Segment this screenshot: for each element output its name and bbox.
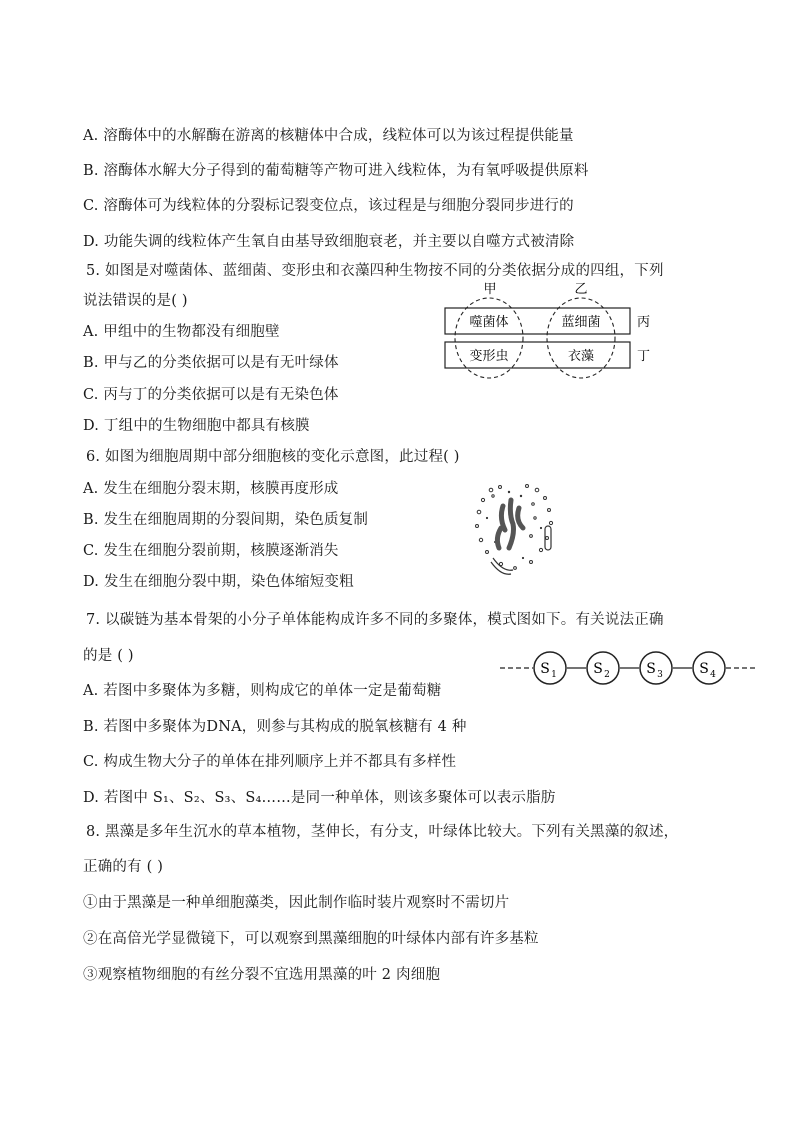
- monomer-s3-label: S: [646, 661, 656, 677]
- cell-phage: 噬菌体: [469, 315, 509, 330]
- monomer-s2: [587, 652, 619, 684]
- q6-stem: 6. 如图为细胞周期中部分细胞核的变化示意图，此过程( ): [86, 449, 460, 465]
- q7-option-c: C. 构成生物大分子的单体在排列顺序上并不都具有多样性: [83, 754, 457, 770]
- monomer-s2-label: S: [593, 661, 603, 677]
- q5-classification-diagram: [440, 278, 670, 393]
- q7-option-b: B. 若图中多聚体为DNA，则参与其构成的脱氧核糖有 4 种: [83, 719, 467, 735]
- q5-option-b: B. 甲与乙的分类依据可以是有无叶绿体: [83, 355, 339, 371]
- q8-statement-1: ①由于黑藻是一种单细胞藻类，因此制作临时装片观察时不需切片: [83, 895, 510, 911]
- cell-chlamydomonas: 衣藻: [567, 349, 595, 364]
- q5-stem-line2: 说法错误的是( ): [83, 293, 188, 309]
- monomer-s3-sub: 3: [657, 670, 663, 680]
- monomer-s1-sub: 1: [551, 670, 557, 680]
- q7-stem-line2: 的是 ( ): [83, 648, 134, 664]
- q8-statement-3: ③观察植物细胞的有丝分裂不宜选用黑藻的叶 2 肉细胞: [83, 967, 441, 983]
- group-yi-ellipse: [547, 298, 615, 378]
- monomer-s4-label: S: [699, 661, 709, 677]
- q4-option-a: A. 溶酶体中的水解酶在游离的核糖体中合成，线粒体可以为该过程提供能量: [83, 128, 574, 144]
- cell-amoeba: 变形虫: [469, 349, 509, 364]
- label-yi: 乙: [574, 282, 588, 297]
- q6-option-a: A. 发生在细胞分裂末期，核膜再度形成: [83, 481, 339, 497]
- q8-stem-line2: 正确的有 ( ): [83, 859, 164, 875]
- q5-option-d: D. 丁组中的生物细胞中都具有核膜: [83, 418, 310, 434]
- monomer-s2-sub: 2: [604, 670, 610, 680]
- label-jia: 甲: [483, 282, 497, 297]
- q8-stem-line1: 8. 黑藻是多年生沉水的草本植物，茎伸长，有分支，叶绿体比较大。下列有关黑藻的叙述，: [86, 824, 679, 840]
- q5-stem-line1: 5. 如图是对噬菌体、蓝细菌、变形虫和衣藻四种生物按不同的分类依据分成的四组，下列: [86, 263, 664, 279]
- q5-option-a: A. 甲组中的生物都没有细胞壁: [83, 324, 280, 340]
- label-ding: 丁: [637, 349, 651, 364]
- q6-option-d: D. 发生在细胞分裂中期，染色体缩短变粗: [83, 574, 354, 590]
- q6-option-b: B. 发生在细胞周期的分裂间期，染色质复制: [83, 512, 369, 528]
- q7-option-d: D. 若图中 S₁、S₂、S₃、S₄……是同一种单体，则该多聚体可以表示脂肪: [83, 790, 556, 806]
- monomer-s4-sub: 4: [710, 670, 716, 680]
- q4-option-c: C. 溶酶体可为线粒体的分裂标记裂变位点，该过程是与细胞分裂同步进行的: [83, 198, 574, 214]
- q6-option-c: C. 发生在细胞分裂前期，核膜逐渐消失: [83, 543, 339, 559]
- q4-option-b: B. 溶酶体水解大分子得到的葡萄糖等产物可进入线粒体，为有氧呼吸提供原料: [83, 163, 589, 179]
- monomer-s3: [640, 652, 672, 684]
- q7-stem-line1: 7. 以碳链为基本骨架的小分子单体能构成许多不同的多聚体，模式图如下。有关说法正确: [86, 612, 664, 628]
- label-bing: 丙: [637, 315, 651, 330]
- monomer-s4: [693, 652, 725, 684]
- cell-cyanobacteria: 蓝细菌: [561, 315, 601, 330]
- q7-option-a: A. 若图中多聚体为多糖，则构成它的单体一定是葡萄糖: [83, 683, 442, 699]
- q6-nucleus-diagram: [465, 478, 565, 583]
- q7-polymer-diagram: [498, 648, 758, 688]
- monomer-s1: [534, 652, 566, 684]
- monomer-s1-label: S: [540, 661, 550, 677]
- q8-statement-2: ②在高倍光学显微镜下，可以观察到黑藻细胞的叶绿体内部有许多基粒: [83, 931, 539, 947]
- q4-option-d: D. 功能失调的线粒体产生氧自由基导致细胞衰老，并主要以自噬方式被清除: [83, 234, 575, 250]
- group-jia-ellipse: [455, 298, 523, 378]
- q5-option-c: C. 丙与丁的分类依据可以是有无染色体: [83, 387, 339, 403]
